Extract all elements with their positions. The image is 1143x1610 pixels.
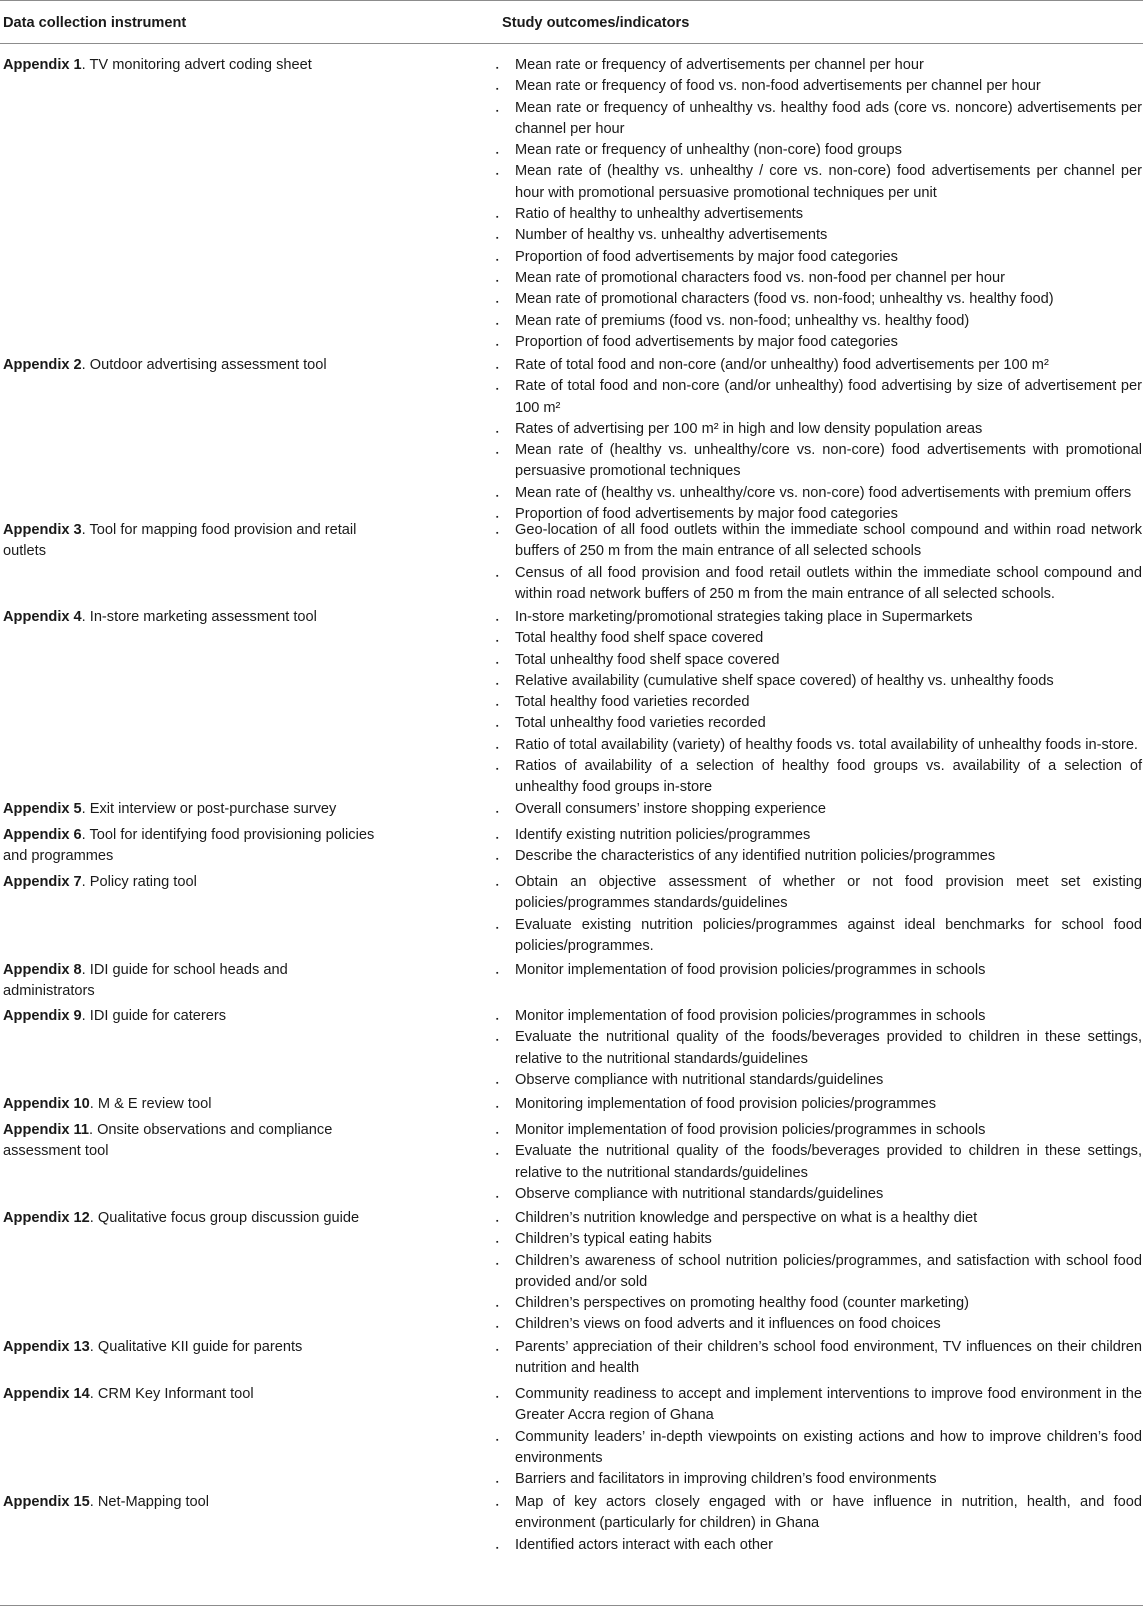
instrument-cell (3, 825, 378, 868)
outcomes-list (492, 1120, 1142, 1205)
outcome-item: ▪ Identified actors interact with each other (492, 1535, 1142, 1556)
outcomes-list (492, 55, 1142, 353)
instrument-title: . CRM Key Informant tool (89, 1386, 254, 1402)
outcome-item: ▪ Total healthy food shelf space covered (492, 628, 1142, 649)
appendix-label: Appendix 11 (3, 1122, 89, 1138)
instrument-cell (3, 355, 378, 376)
bottom-rule (0, 1605, 1143, 1606)
instrument-title: . M & E review tool (89, 1096, 212, 1112)
appendix-label: Appendix 6 (3, 827, 82, 843)
appendix-label: Appendix 2 (3, 357, 82, 373)
outcome-item: ▪ In-store marketing/promotional strategies taking place in Supermarkets (492, 607, 1142, 628)
outcome-item: ▪ Mean rate or frequency of food vs. non-food advertisements per channel per hour (492, 76, 1142, 97)
outcome-item: ▪ Observe compliance with nutritional standards/guidelines (492, 1070, 1142, 1091)
outcomes-list (492, 825, 1142, 868)
outcome-item: ▪ Monitor implementation of food provision policies/programmes in schools (492, 1006, 1142, 1027)
appendix-label: Appendix 10 (3, 1096, 90, 1112)
appendix-label: Appendix 1 (3, 57, 82, 73)
appendix-label: Appendix 8 (3, 962, 82, 978)
outcome-item: ▪ Mean rate or frequency of unhealthy (non-core) food groups (492, 140, 1142, 161)
outcomes-list (492, 960, 1142, 981)
outcome-item: ▪ Evaluate existing nutrition policies/programmes against ideal benchmarks for school food policies/programmes. (492, 915, 1142, 958)
outcomes-list (492, 799, 1142, 820)
outcome-item: ▪ Community leaders’ in-depth viewpoints on existing actions and how to improve children’s food environments (492, 1427, 1142, 1470)
instrument-title: . Exit interview or post-purchase survey (81, 801, 337, 817)
outcome-item: ▪ Proportion of food advertisements by major food categories (492, 504, 1142, 525)
outcome-item: ▪ Mean rate of (healthy vs. unhealthy / core vs. non-core) food advertisements per channel per hour with promotional persuasive promotional techniques per unit (492, 161, 1142, 204)
outcome-item: ▪ Census of all food provision and food retail outlets within the immediate school compound and within road network buffers of 250 m from the main entrance of all selected schools. (492, 563, 1142, 606)
outcome-item: ▪ Rates of advertising per 100 m² in high and low density population areas (492, 419, 1142, 440)
appendix-label: Appendix 4 (3, 609, 82, 625)
outcome-item: ▪ Ratio of healthy to unhealthy advertisements (492, 204, 1142, 225)
instrument-cell (3, 1006, 378, 1027)
instrument-title: . Net-Mapping tool (89, 1494, 210, 1510)
outcomes-list (492, 1006, 1142, 1091)
instrument-title: . IDI guide for school heads and administrators (3, 962, 288, 1000)
outcome-item: ▪ Identify existing nutrition policies/programmes (492, 825, 1142, 846)
appendix-label: Appendix 3 (3, 522, 82, 538)
instrument-title: . TV monitoring advert coding sheet (81, 57, 312, 73)
instrument-title: . Qualitative KII guide for parents (89, 1339, 303, 1355)
outcomes-list (492, 1094, 1142, 1115)
outcome-item: ▪ Parents’ appreciation of their children’s school food environment, TV influences on their children nutrition and health (492, 1337, 1142, 1380)
outcome-item: ▪ Ratios of availability of a selection of healthy food groups vs. availability of a selection of unhealthy food groups in-store (492, 756, 1142, 799)
appendix-label: Appendix 12 (3, 1210, 90, 1226)
instrument-cell (3, 872, 378, 893)
appendix-label: Appendix 9 (3, 1008, 82, 1024)
outcome-item: ▪ Geo-location of all food outlets within the immediate school compound and within road network buffers of 250 m from the main entrance of all selected schools (492, 520, 1142, 563)
header-instrument: Data collection instrument (3, 15, 187, 31)
instrument-title: . Outdoor advertising assessment tool (81, 357, 327, 373)
outcome-item: ▪ Ratio of total availability (variety) of healthy foods vs. total availability of unhealthy foods in-store. (492, 735, 1142, 756)
instrument-cell (3, 1094, 378, 1115)
instrument-title: . Policy rating tool (81, 874, 197, 890)
header-outcomes: Study outcomes/indicators (502, 15, 690, 31)
table-header (0, 0, 1143, 44)
outcomes-list (492, 1492, 1142, 1556)
instrument-cell (3, 55, 378, 76)
instrument-cell (3, 1337, 378, 1358)
outcome-item: ▪ Number of healthy vs. unhealthy advertisements (492, 225, 1142, 246)
outcome-item: ▪ Children’s perspectives on promoting healthy food (counter marketing) (492, 1293, 1142, 1314)
outcome-item: ▪ Monitor implementation of food provision policies/programmes in schools (492, 1120, 1142, 1141)
outcome-item: ▪ Proportion of food advertisements by major food categories (492, 247, 1142, 268)
instrument-cell (3, 607, 378, 628)
outcome-item: ▪ Obtain an objective assessment of whether or not food provision meet set existing policies/programmes standards/guidelines (492, 872, 1142, 915)
instrument-cell (3, 1492, 378, 1513)
outcomes-list (492, 607, 1142, 799)
outcome-item: ▪ Children’s typical eating habits (492, 1229, 1142, 1250)
instrument-title: . Tool for mapping food provision and retail outlets (3, 522, 357, 560)
outcome-item: ▪ Overall consumers’ instore shopping experience (492, 799, 1142, 820)
outcome-item: ▪ Rate of total food and non-core (and/or unhealthy) food advertisements per 100 m² (492, 355, 1142, 376)
appendix-label: Appendix 13 (3, 1339, 90, 1355)
outcome-item: ▪ Observe compliance with nutritional standards/guidelines (492, 1184, 1142, 1205)
outcome-item: ▪ Mean rate or frequency of advertisements per channel per hour (492, 55, 1142, 76)
appendix-label: Appendix 15 (3, 1494, 90, 1510)
outcome-item: ▪ Evaluate the nutritional quality of the foods/beverages provided to children in these settings, relative to the nutritional standards/guidelines (492, 1141, 1142, 1184)
outcome-item: ▪ Proportion of food advertisements by major food categories (492, 332, 1142, 353)
instrument-cell (3, 799, 378, 820)
outcome-item: ▪ Monitor implementation of food provision policies/programmes in schools (492, 960, 1142, 981)
instrument-cell (3, 520, 378, 563)
instrument-title: . IDI guide for caterers (81, 1008, 227, 1024)
instrument-cell (3, 960, 378, 1003)
instrument-cell (3, 1208, 378, 1229)
outcome-item: ▪ Evaluate the nutritional quality of the foods/beverages provided to children in these settings, relative to the nutritional standards/guidelines (492, 1027, 1142, 1070)
instrument-title: . Qualitative focus group discussion guide (89, 1210, 360, 1226)
outcome-item: ▪ Children’s awareness of school nutrition policies/programmes, and satisfaction with school food provided and/or sold (492, 1251, 1142, 1294)
outcome-item: ▪ Rate of total food and non-core (and/or unhealthy) food advertising by size of advertisement per 100 m² (492, 376, 1142, 419)
outcomes-list (492, 1384, 1142, 1490)
instrument-title: . In-store marketing assessment tool (81, 609, 317, 625)
instrument-title: . Tool for identifying food provisioning policies and programmes (3, 827, 375, 865)
outcome-item: ▪ Barriers and facilitators in improving children’s food environments (492, 1469, 1142, 1490)
outcome-item: ▪ Community readiness to accept and implement interventions to improve food environment in the Greater Accra region of Ghana (492, 1384, 1142, 1427)
appendix-label: Appendix 7 (3, 874, 82, 890)
outcome-item: ▪ Children’s nutrition knowledge and perspective on what is a healthy diet (492, 1208, 1142, 1229)
outcome-item: ▪ Monitoring implementation of food provision policies/programmes (492, 1094, 1142, 1115)
outcome-item: ▪ Map of key actors closely engaged with or have influence in nutrition, health, and food environment (particularly for children) in Ghana (492, 1492, 1142, 1535)
appendix-label: Appendix 14 (3, 1386, 90, 1402)
outcomes-list (492, 355, 1142, 525)
outcomes-list (492, 872, 1142, 957)
outcome-item: ▪ Mean rate of promotional characters (food vs. non-food; unhealthy vs. healthy food) (492, 289, 1142, 310)
outcome-item: ▪ Total unhealthy food shelf space covered (492, 650, 1142, 671)
outcome-item: ▪ Children’s views on food adverts and it influences on food choices (492, 1314, 1142, 1335)
outcome-item: ▪ Mean rate of promotional characters food vs. non-food per channel per hour (492, 268, 1142, 289)
outcome-item: ▪ Relative availability (cumulative shelf space covered) of healthy vs. unhealthy foods (492, 671, 1142, 692)
outcomes-list (492, 520, 1142, 605)
outcomes-list (492, 1337, 1142, 1380)
outcome-item: ▪ Mean rate of (healthy vs. unhealthy/core vs. non-core) food advertisements with promotional persuasive promotional techniques (492, 440, 1142, 483)
outcomes-list (492, 1208, 1142, 1336)
outcome-item: ▪ Total unhealthy food varieties recorded (492, 713, 1142, 734)
outcome-item: ▪ Mean rate or frequency of unhealthy vs. healthy food ads (core vs. noncore) advertisements per channel per hour (492, 98, 1142, 141)
instrument-title: . Onsite observations and compliance assessment tool (3, 1122, 333, 1160)
outcome-item: ▪ Mean rate of (healthy vs. unhealthy/core vs. non-core) food advertisements with premium offers (492, 483, 1142, 504)
instrument-cell (3, 1120, 378, 1163)
outcome-item: ▪ Describe the characteristics of any identified nutrition policies/programmes (492, 846, 1142, 867)
outcome-item: ▪ Total healthy food varieties recorded (492, 692, 1142, 713)
outcome-item: ▪ Mean rate of premiums (food vs. non-food; unhealthy vs. healthy food) (492, 311, 1142, 332)
appendix-label: Appendix 5 (3, 801, 82, 817)
instrument-cell (3, 1384, 378, 1405)
